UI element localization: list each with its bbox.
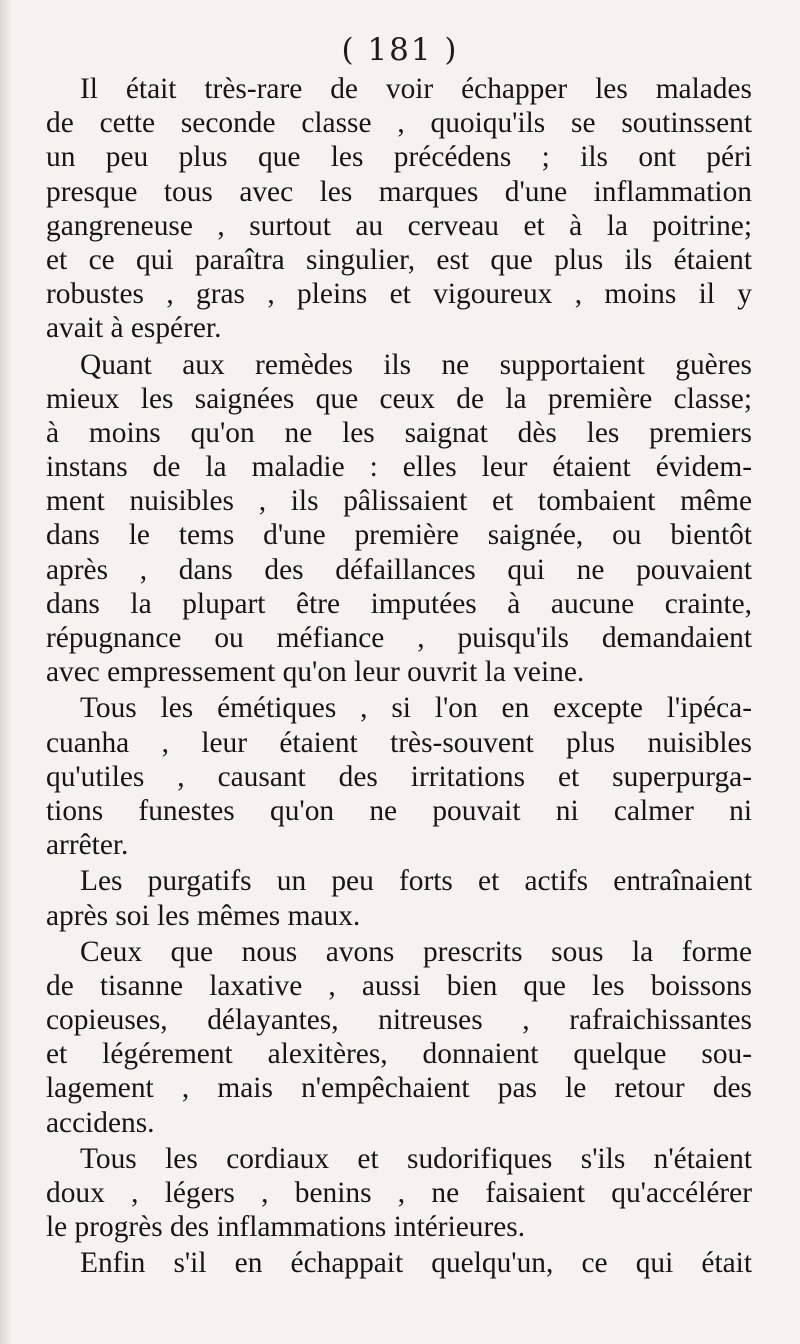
- text-line: Enfin s'il en échappait quelqu'un, ce qui était: [80, 1247, 752, 1280]
- text-line: et ce qui paraîtra singulier, est que plus ils étaient: [46, 243, 752, 276]
- text-line: presque tous avec les marques d'une inflammation: [46, 175, 752, 208]
- text-line: instans de la maladie : elles leur étaient évidem-: [46, 451, 752, 484]
- text-line: doux , légers , benins , ne faisaient qu'accélérer: [46, 1177, 752, 1209]
- text-line: lagement , mais n'empêchaient pas le retour des: [46, 1072, 752, 1105]
- text-line: copieuses, délayantes, nitreuses , rafraichissantes: [46, 1004, 752, 1037]
- text-line: cuanha , leur étaient très-souvent plus nuisibles: [46, 726, 752, 759]
- text-line: Quant aux remèdes ils ne supportaient guères: [80, 348, 752, 381]
- page-number: ( 181 ): [341, 32, 459, 68]
- text-line: Tous les émétiques , si l'on en excepte l'ipéca-: [80, 692, 752, 725]
- text-line: Tous les cordiaux et sudorifiques s'ils n'étaient: [80, 1142, 752, 1175]
- text-line: dans la plupart être imputées à aucune crainte,: [46, 587, 752, 620]
- paragraph: [46, 864, 752, 932]
- text-line: à moins qu'on ne les saignat dès les premiers: [46, 416, 752, 449]
- text-line: Les purgatifs un peu forts et actifs entraînaient: [80, 865, 752, 898]
- text-line: Ceux que nous avons prescrits sous la forme: [80, 935, 752, 968]
- text-line: avait à espérer.: [46, 312, 222, 345]
- text-line: gangreneuse , surtout au cerveau et à la poitrine;: [46, 209, 752, 242]
- text-line: Il était très-rare de voir échapper les malades: [80, 73, 752, 105]
- paragraph: [46, 691, 752, 862]
- text-line: arrêter.: [46, 829, 129, 862]
- text-line: ment nuisibles , ils pâlissaient et tombaient même: [46, 485, 752, 518]
- paragraph: [46, 1142, 752, 1245]
- text-line: et légérement alexitères, donnaient quelque sou-: [46, 1038, 752, 1071]
- text-line: mieux les saignées que ceux de la première classe;: [46, 382, 752, 415]
- text-line: qu'utiles , causant des irritations et superpurga-: [46, 760, 752, 793]
- text-line: avec empressement qu'on leur ouvrit la veine.: [46, 656, 585, 689]
- text-line: après soi les mêmes maux.: [46, 899, 361, 932]
- paragraph: [46, 1246, 752, 1280]
- text-line: tions funestes qu'on ne pouvait ni calmer ni: [46, 794, 752, 827]
- paragraph: [46, 72, 752, 346]
- paragraph: [46, 935, 752, 1140]
- text-line: de cette seconde classe , quoiqu'ils se soutinssent: [46, 107, 752, 140]
- text-line: robustes , gras , pleins et vigoureux , moins il y: [46, 278, 752, 311]
- body-text: [46, 72, 752, 1283]
- text-line: accidens.: [46, 1106, 155, 1139]
- page-binding-shadow: [0, 0, 12, 1344]
- paragraph: [46, 348, 752, 690]
- text-line: le progrès des inflammations intérieures.: [46, 1211, 526, 1244]
- text-line: de tisanne laxative , aussi bien que les boissons: [46, 969, 752, 1002]
- text-line: dans le tems d'une première saignée, ou bientôt: [46, 519, 752, 552]
- text-line: un peu plus que les précédens ; ils ont péri: [46, 141, 752, 174]
- text-line: répugnance ou méfiance , puisqu'ils demandaient: [46, 622, 752, 654]
- text-line: après , dans des défaillances qui ne pouvaient: [46, 553, 752, 586]
